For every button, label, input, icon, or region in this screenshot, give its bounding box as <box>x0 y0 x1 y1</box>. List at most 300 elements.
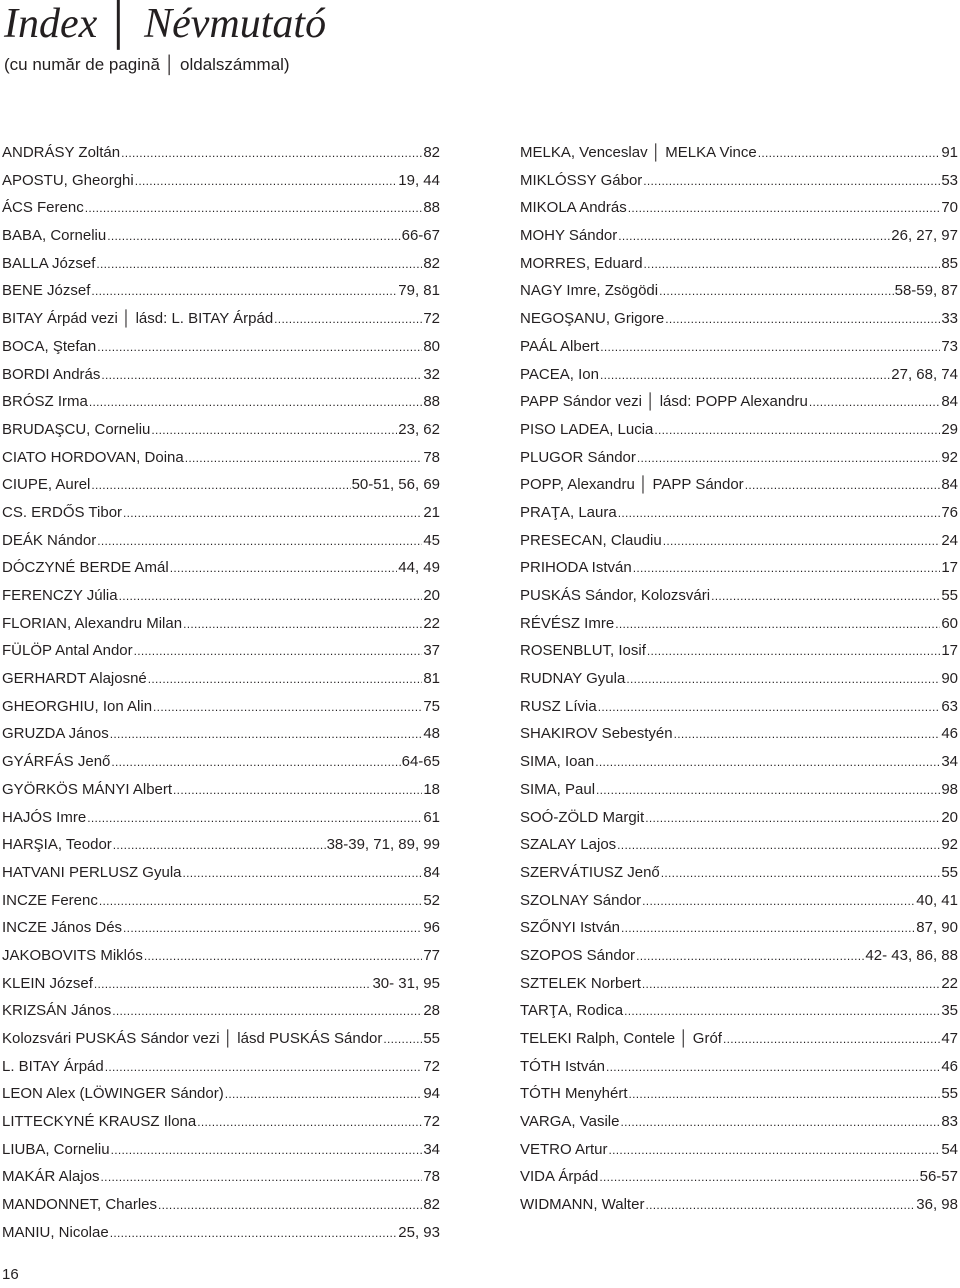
entry-pages: 48 <box>423 725 440 743</box>
index-entry <box>520 170 958 198</box>
index-entry <box>520 419 958 447</box>
entry-pages: 54 <box>941 1140 958 1158</box>
entry-pages: 96 <box>423 919 440 937</box>
dot-leader <box>111 1139 423 1161</box>
dot-leader <box>633 557 941 579</box>
entry-name: FÜLÖP Antal Andor <box>2 642 133 660</box>
entry-name: Kolozsvári PUSKÁS Sándor vezi │ lásd PUSKÁS Sándor <box>2 1030 383 1047</box>
entry-pages: 37 <box>423 642 440 660</box>
index-entry <box>2 502 440 530</box>
entry-name: ROSENBLUT, Iosif <box>520 642 646 660</box>
index-entry <box>2 1028 440 1056</box>
entry-name: ÁCS Ferenc <box>2 199 84 217</box>
entry-name: BALLA József <box>2 254 96 272</box>
dot-leader <box>119 585 423 607</box>
entry-pages: 82 <box>423 1196 440 1214</box>
entry-pages: 53 <box>941 171 958 189</box>
index-entry <box>520 890 958 918</box>
dot-leader <box>85 197 423 219</box>
index-entry <box>520 1000 958 1028</box>
dot-leader <box>123 502 422 524</box>
entry-pages: 98 <box>941 780 958 798</box>
dot-leader <box>745 474 941 496</box>
entry-name: SIMA, Paul <box>520 780 596 798</box>
index-entry <box>2 308 440 336</box>
dot-leader <box>99 890 422 912</box>
entry-pages: 55 <box>423 1030 440 1047</box>
index-entry <box>520 585 958 613</box>
index-entry <box>520 668 958 696</box>
index-entry <box>2 613 440 641</box>
dot-leader <box>110 1222 398 1244</box>
index-entry <box>520 280 958 308</box>
dot-leader <box>151 419 397 441</box>
entry-pages: 24 <box>941 531 958 549</box>
entry-pages: 75 <box>423 697 440 715</box>
dot-leader <box>87 807 422 829</box>
index-entry <box>520 807 958 835</box>
index-entry <box>2 1056 440 1084</box>
entry-name: SZOLNAY Sándor <box>520 891 642 909</box>
entry-name: RUDNAY Gyula <box>520 670 626 688</box>
index-entry <box>2 170 440 198</box>
entry-pages: 28 <box>423 1002 440 1020</box>
entry-name: HAJÓS Imre <box>2 808 87 826</box>
entry-pages: 77 <box>423 946 440 964</box>
entry-name: PUSKÁS Sándor, Kolozsvári <box>520 587 711 604</box>
entry-name: L. BITAY Árpád <box>2 1057 104 1075</box>
dot-leader <box>620 1111 940 1133</box>
entry-name: DEÁK Nándor <box>2 531 97 549</box>
index-entry <box>520 197 958 225</box>
entry-pages: 17 <box>941 559 958 577</box>
dot-leader <box>91 280 397 302</box>
dot-leader <box>711 585 940 607</box>
entry-pages: 84 <box>941 476 958 494</box>
dot-leader <box>809 391 940 413</box>
entry-name: MIKLÓSSY Gábor <box>520 171 643 189</box>
dot-leader <box>642 890 915 912</box>
dot-leader <box>383 1028 422 1050</box>
index-entry <box>2 419 440 447</box>
entry-pages: 81 <box>423 670 440 688</box>
entry-name: NEGOŞANU, Grigore <box>520 310 665 328</box>
entry-pages: 35 <box>941 1002 958 1020</box>
index-entry <box>520 973 958 1001</box>
entry-name: WIDMANN, Walter <box>520 1196 645 1214</box>
entry-pages: 45 <box>423 531 440 549</box>
entry-pages: 72 <box>423 1113 440 1131</box>
entry-name: BRÓSZ Irma <box>2 393 88 411</box>
entry-name: SZERVÁTIUSZ Jenő <box>520 863 660 881</box>
dot-leader <box>626 668 940 690</box>
index-entry <box>520 447 958 475</box>
entry-name: CIUPE, Aurel <box>2 476 91 494</box>
index-entry <box>520 1166 958 1194</box>
page-number: 16 <box>2 1266 19 1283</box>
entry-name: MAKÁR Alajos <box>2 1168 100 1186</box>
page-title: Index │ Névmutató <box>4 1 327 47</box>
index-entry <box>2 779 440 807</box>
entry-pages: 46 <box>941 1057 958 1075</box>
entry-name: RÉVÉSZ Imre <box>520 614 615 632</box>
index-entry <box>2 364 440 392</box>
dot-leader <box>609 1139 941 1161</box>
entry-name: SIMA, Ioan <box>520 753 595 771</box>
entry-pages: 20 <box>423 587 440 604</box>
index-entry <box>2 280 440 308</box>
entry-name: VETRO Artur <box>520 1140 608 1158</box>
entry-name: GERHARDT Alajosné <box>2 670 147 688</box>
index-entry <box>520 862 958 890</box>
dot-leader <box>144 945 422 967</box>
entry-name: RUSZ Lívia <box>520 697 597 715</box>
entry-name: INCZE János Dés <box>2 919 123 937</box>
dot-leader <box>134 640 423 662</box>
entry-pages: 72 <box>423 310 440 328</box>
entry-pages: 80 <box>423 337 440 355</box>
index-entry <box>2 142 440 170</box>
entry-name: FERENCZY Júlia <box>2 587 118 604</box>
dot-leader <box>101 364 422 386</box>
dot-leader <box>621 917 915 939</box>
entry-pages: 76 <box>941 503 958 521</box>
dot-leader <box>225 1083 423 1105</box>
entry-pages: 64-65 <box>401 753 440 771</box>
entry-pages: 82 <box>423 144 440 161</box>
entry-name: MOHY Sándor <box>520 227 618 245</box>
index-entry <box>520 253 958 281</box>
entry-name: TÓTH Menyhért <box>520 1085 628 1103</box>
index-column-right <box>520 142 958 1222</box>
index-entry <box>520 1194 958 1222</box>
index-entry <box>2 890 440 918</box>
entry-pages: 91 <box>941 144 958 161</box>
index-entry <box>2 336 440 364</box>
entry-pages: 78 <box>423 1168 440 1186</box>
entry-name: PRAŢA, Laura <box>520 503 617 521</box>
dot-leader <box>628 197 941 219</box>
dot-leader <box>606 1056 940 1078</box>
dot-leader <box>110 723 423 745</box>
entry-pages: 26, 27, 97 <box>891 227 958 245</box>
entry-pages: 72 <box>423 1057 440 1075</box>
entry-pages: 29 <box>941 420 958 438</box>
entry-pages: 40, 41 <box>916 891 958 909</box>
index-entry <box>520 779 958 807</box>
index-entry <box>520 391 958 419</box>
index-entry <box>520 1111 958 1139</box>
entry-name: JAKOBOVITS Miklós <box>2 946 143 964</box>
entry-name: APOSTU, Gheorghi <box>2 171 134 189</box>
entry-pages: 58-59, 87 <box>894 282 958 300</box>
dot-leader <box>185 447 423 469</box>
index-entry <box>520 751 958 779</box>
dot-leader <box>89 391 422 413</box>
entry-name: PRESECAN, Claudiu <box>520 531 662 549</box>
dot-leader <box>758 142 941 164</box>
index-entry <box>2 1000 440 1028</box>
entry-name: MORRES, Eduard <box>520 254 643 272</box>
index-entry <box>520 502 958 530</box>
entry-pages: 21 <box>423 503 440 521</box>
entry-name: BOCA, Ştefan <box>2 337 97 355</box>
entry-pages: 66-67 <box>401 227 440 245</box>
entry-pages: 90 <box>941 670 958 688</box>
dot-leader <box>123 917 422 939</box>
entry-name: ANDRÁSY Zoltán <box>2 144 121 161</box>
dot-leader <box>629 1083 941 1105</box>
index-entry <box>520 530 958 558</box>
entry-pages: 36, 98 <box>916 1196 958 1214</box>
entry-name: TARŢA, Rodica <box>520 1002 624 1020</box>
entry-name: PRIHODA István <box>520 559 632 577</box>
entry-pages: 44, 49 <box>398 559 440 577</box>
entry-pages: 94 <box>423 1085 440 1103</box>
dot-leader <box>121 142 422 164</box>
dot-leader <box>624 1000 940 1022</box>
entry-pages: 87, 90 <box>916 919 958 937</box>
index-entry <box>520 225 958 253</box>
index-entry <box>2 530 440 558</box>
entry-name: MIKOLA András <box>520 199 627 217</box>
dot-leader <box>97 336 422 358</box>
dot-leader <box>274 308 422 330</box>
index-entry <box>2 447 440 475</box>
index-entry <box>2 1083 440 1111</box>
entry-pages: 85 <box>941 254 958 272</box>
entry-name: SOÓ-ZÖLD Margit <box>520 808 645 826</box>
index-entry <box>2 225 440 253</box>
entry-name: KLEIN József <box>2 974 93 992</box>
index-entry <box>2 834 440 862</box>
entry-pages: 19, 44 <box>398 171 440 189</box>
dot-leader <box>654 419 940 441</box>
entry-name: PACEA, Ion <box>520 365 599 383</box>
dot-leader <box>135 170 398 192</box>
entry-name: LITTECKYNÉ KRAUSZ Ilona <box>2 1113 197 1131</box>
dot-leader <box>158 1194 422 1216</box>
dot-leader <box>170 557 398 579</box>
entry-name: HARŞIA, Teodor <box>2 836 112 854</box>
entry-pages: 88 <box>423 393 440 411</box>
dot-leader <box>618 225 890 247</box>
entry-name: GYÁRFÁS Jenő <box>2 753 111 771</box>
entry-pages: 22 <box>941 974 958 992</box>
index-entry <box>520 696 958 724</box>
index-entry <box>2 1111 440 1139</box>
index-entry <box>520 1056 958 1084</box>
dot-leader <box>647 640 940 662</box>
index-entry <box>520 613 958 641</box>
index-entry <box>2 1194 440 1222</box>
dot-leader <box>617 834 940 856</box>
dot-leader <box>111 751 400 773</box>
entry-name: KRIZSÁN János <box>2 1002 112 1020</box>
entry-name: POPP, Alexandru │ PAPP Sándor <box>520 476 744 494</box>
entry-pages: 61 <box>423 808 440 826</box>
entry-name: BENE József <box>2 282 91 300</box>
index-entry <box>2 696 440 724</box>
entry-pages: 73 <box>941 337 958 355</box>
dot-leader <box>148 668 423 690</box>
index-entry <box>2 585 440 613</box>
index-entry <box>2 973 440 1001</box>
entry-pages: 17 <box>941 642 958 660</box>
dot-leader <box>618 502 941 524</box>
entry-pages: 79, 81 <box>398 282 440 300</box>
entry-pages: 83 <box>941 1113 958 1131</box>
entry-name: BABA, Corneliu <box>2 227 107 245</box>
entry-name: PISO LADEA, Lucia <box>520 420 654 438</box>
entry-name: HATVANI PERLUSZ Gyula <box>2 863 182 881</box>
index-entry <box>2 197 440 225</box>
dot-leader <box>96 253 422 275</box>
entry-name: SZŐNYI István <box>520 919 621 937</box>
dot-leader <box>183 613 422 635</box>
entry-name: PAPP Sándor vezi │ lásd: POPP Alexandru <box>520 393 808 411</box>
entry-pages: 84 <box>423 863 440 881</box>
dot-leader <box>94 973 372 995</box>
dot-leader <box>97 530 422 552</box>
dot-leader <box>645 1194 915 1216</box>
entry-pages: 70 <box>941 199 958 217</box>
entry-pages: 38-39, 71, 89, 99 <box>326 836 440 854</box>
dot-leader <box>645 807 940 829</box>
index-entry <box>520 640 958 668</box>
entry-pages: 42- 43, 86, 88 <box>865 946 958 964</box>
entry-pages: 18 <box>423 780 440 798</box>
index-entry <box>520 945 958 973</box>
entry-pages: 25, 93 <box>398 1223 440 1241</box>
entry-pages: 47 <box>941 1030 958 1047</box>
entry-pages: 92 <box>941 448 958 466</box>
entry-pages: 55 <box>941 863 958 881</box>
entry-pages: 78 <box>423 448 440 466</box>
index-entry <box>520 917 958 945</box>
dot-leader <box>643 170 940 192</box>
entry-pages: 56-57 <box>919 1168 958 1186</box>
dot-leader <box>674 723 941 745</box>
entry-name: INCZE Ferenc <box>2 891 98 909</box>
index-entry <box>2 807 440 835</box>
entry-pages: 30- 31, 95 <box>372 974 440 992</box>
index-entry <box>2 1222 440 1250</box>
entry-name: LEON Alex (LÖWINGER Sándor) <box>2 1085 224 1103</box>
entry-pages: 63 <box>941 697 958 715</box>
index-entry <box>520 142 958 170</box>
entry-name: GYÖRKÖS MÁNYI Albert <box>2 780 173 798</box>
dot-leader <box>644 253 941 275</box>
entry-pages: 33 <box>941 310 958 328</box>
dot-leader <box>637 447 940 469</box>
index-entry <box>2 945 440 973</box>
index-entry <box>520 557 958 585</box>
entry-name: LIUBA, Corneliu <box>2 1140 110 1158</box>
dot-leader <box>101 1166 423 1188</box>
entry-name: GHEORGHIU, Ion Alin <box>2 697 153 715</box>
dot-leader <box>173 779 422 801</box>
entry-pages: 27, 68, 74 <box>891 365 958 383</box>
entry-pages: 60 <box>941 614 958 632</box>
index-entry <box>2 253 440 281</box>
index-entry <box>2 862 440 890</box>
dot-leader <box>113 834 326 856</box>
dot-leader <box>723 1028 940 1050</box>
dot-leader <box>595 751 940 773</box>
entry-name: CS. ERDŐS Tibor <box>2 503 123 521</box>
dot-leader <box>661 862 941 884</box>
dot-leader <box>105 1056 423 1078</box>
index-entry <box>2 557 440 585</box>
entry-name: DÓCZYNÉ BERDE Amál <box>2 559 169 577</box>
entry-pages: 23, 62 <box>398 420 440 438</box>
entry-name: SHAKIROV Sebestyén <box>520 725 673 743</box>
entry-name: VIDA Árpád <box>520 1168 599 1186</box>
dot-leader <box>153 696 422 718</box>
entry-pages: 22 <box>423 614 440 632</box>
index-entry <box>520 474 958 502</box>
entry-pages: 34 <box>423 1140 440 1158</box>
entry-name: BRUDAŞCU, Corneliu <box>2 420 151 438</box>
dot-leader <box>183 862 423 884</box>
index-entry <box>2 723 440 751</box>
entry-name: MANDONNET, Charles <box>2 1196 158 1214</box>
index-entry <box>2 474 440 502</box>
dot-leader <box>91 474 350 496</box>
dot-leader <box>659 280 894 302</box>
entry-name: SZOPOS Sándor <box>520 946 636 964</box>
entry-pages: 32 <box>423 365 440 383</box>
entry-name: NAGY Imre, Zsögödi <box>520 282 659 300</box>
index-entry <box>520 1028 958 1056</box>
entry-pages: 82 <box>423 254 440 272</box>
dot-leader <box>598 696 941 718</box>
index-entry <box>2 391 440 419</box>
entry-name: VARGA, Vasile <box>520 1113 620 1131</box>
dot-leader <box>615 613 940 635</box>
entry-pages: 34 <box>941 753 958 771</box>
index-entry <box>520 834 958 862</box>
index-entry <box>520 1139 958 1167</box>
entry-pages: 50-51, 56, 69 <box>351 476 440 494</box>
index-entry <box>2 668 440 696</box>
entry-pages: 88 <box>423 199 440 217</box>
dot-leader <box>665 308 940 330</box>
entry-name: BITAY Árpád vezi │ lásd: L. BITAY Árpád <box>2 310 274 328</box>
entry-name: TÓTH István <box>520 1057 606 1075</box>
index-entry <box>2 1166 440 1194</box>
entry-name: GRUZDA János <box>2 725 109 743</box>
dot-leader <box>600 364 890 386</box>
index-entry <box>520 1083 958 1111</box>
index-entry <box>520 364 958 392</box>
dot-leader <box>600 336 940 358</box>
index-entry <box>520 308 958 336</box>
entry-pages: 92 <box>941 836 958 854</box>
index-entry <box>520 723 958 751</box>
entry-name: PLUGOR Sándor <box>520 448 636 466</box>
index-entry <box>2 917 440 945</box>
dot-leader <box>596 779 940 801</box>
entry-name: BORDI András <box>2 365 101 383</box>
dot-leader <box>197 1111 422 1133</box>
entry-name: MELKA, Venceslav │ MELKA Vince <box>520 144 757 161</box>
entry-pages: 52 <box>423 891 440 909</box>
entry-pages: 55 <box>941 587 958 604</box>
page-subtitle: (cu număr de pagină │ oldalszámmal) <box>4 55 290 74</box>
dot-leader <box>107 225 400 247</box>
